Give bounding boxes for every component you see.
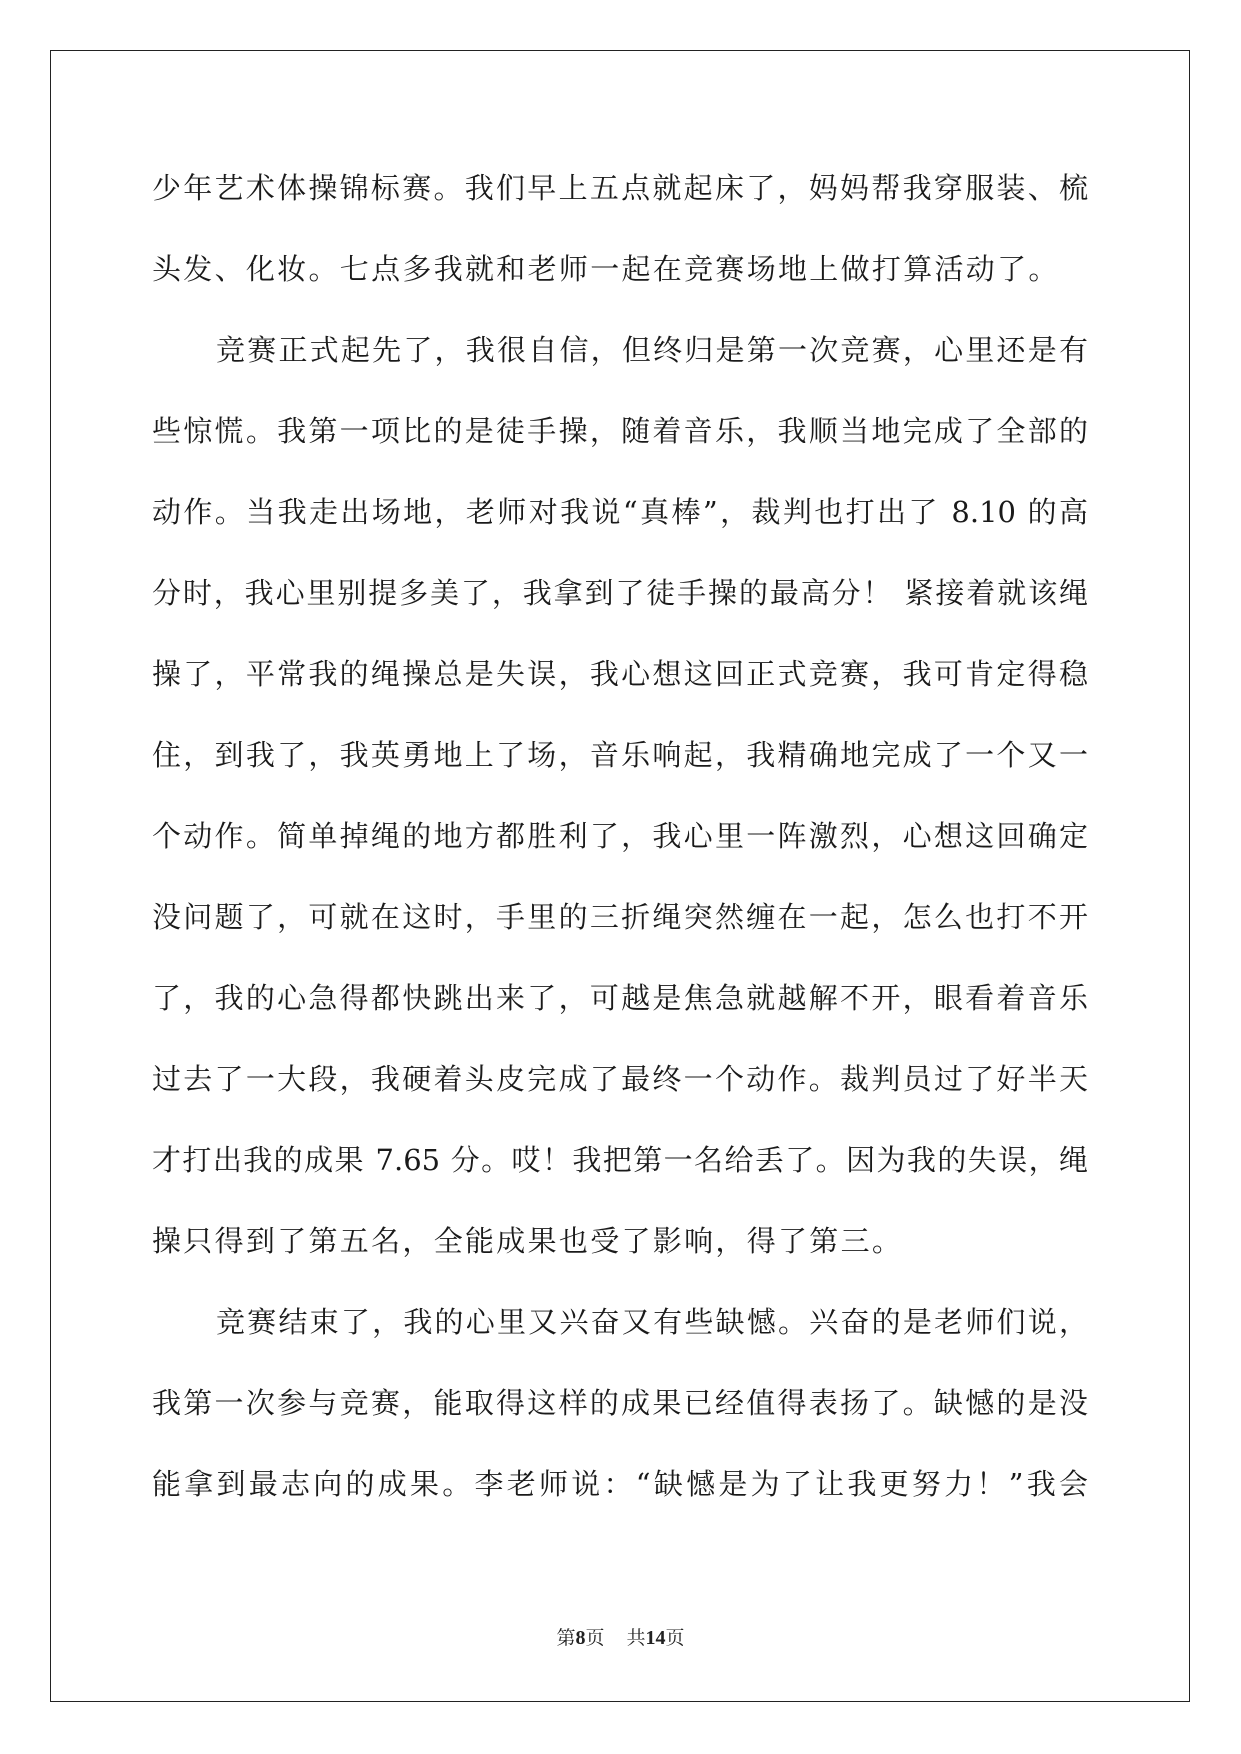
page-number: 8 <box>575 1627 586 1649</box>
text-line: 些惊慌。我第一项比的是徒手操，随着音乐，我顺当地完成了全部的 <box>152 414 1088 448</box>
text-line: 了，我的心急得都快跳出来了，可越是焦急就越解不开，眼看着音乐 <box>152 981 1088 1015</box>
text-line: 我第一次参与竞赛，能取得这样的成果已经值得表扬了。缺憾的是没 <box>152 1386 1088 1420</box>
text-line: 竞赛正式起先了，我很自信，但终归是第一次竞赛，心里还是有 <box>216 333 1088 367</box>
text-line: 分时，我心里别提多美了，我拿到了徒手操的最高分！ 紧接着就该绳 <box>152 576 1088 610</box>
text-line: 头发、化妆。七点多我就和老师一起在竞赛场地上做打算活动了。 <box>152 252 1060 286</box>
text-line: 竞赛结束了，我的心里又兴奋又有些缺憾。兴奋的是老师们说， <box>216 1305 1088 1339</box>
text-line: 没问题了，可就在这时，手里的三折绳突然缠在一起，怎么也打不开 <box>152 900 1088 934</box>
page-footer <box>0 1623 1241 1650</box>
text-line: 少年艺术体操锦标赛。我们早上五点就起床了，妈妈帮我穿服装、梳 <box>152 171 1088 205</box>
total-pages: 14 <box>645 1627 666 1649</box>
text-line: 动作。当我走出场地，老师对我说“真棒”，裁判也打出了 8.10 的高 <box>152 495 1088 529</box>
total-suffix: 页 <box>665 1628 685 1649</box>
text-line: 才打出我的成果 7.65 分。哎！我把第一名给丢了。因为我的失误，绳 <box>152 1143 1088 1177</box>
total-prefix: 共 <box>626 1628 646 1649</box>
text-line: 操了，平常我的绳操总是失误，我心想这回正式竞赛，我可肯定得稳 <box>152 657 1088 691</box>
text-line: 能拿到最志向的成果。李老师说：“缺憾是为了让我更努力！”我会 <box>152 1467 1088 1501</box>
document-body <box>152 166 1088 1543</box>
text-line: 过去了一大段，我硬着头皮完成了最终一个动作。裁判员过了好半天 <box>152 1062 1088 1096</box>
text-line: 个动作。简单掉绳的地方都胜利了，我心里一阵激烈，心想这回确定 <box>152 819 1088 853</box>
text-line: 操只得到了第五名，全能成果也受了影响，得了第三。 <box>152 1224 904 1258</box>
page-suffix: 页 <box>585 1628 605 1649</box>
page-prefix: 第 <box>556 1628 576 1649</box>
text-line: 住，到我了，我英勇地上了场，音乐响起，我精确地完成了一个又一 <box>152 738 1088 772</box>
